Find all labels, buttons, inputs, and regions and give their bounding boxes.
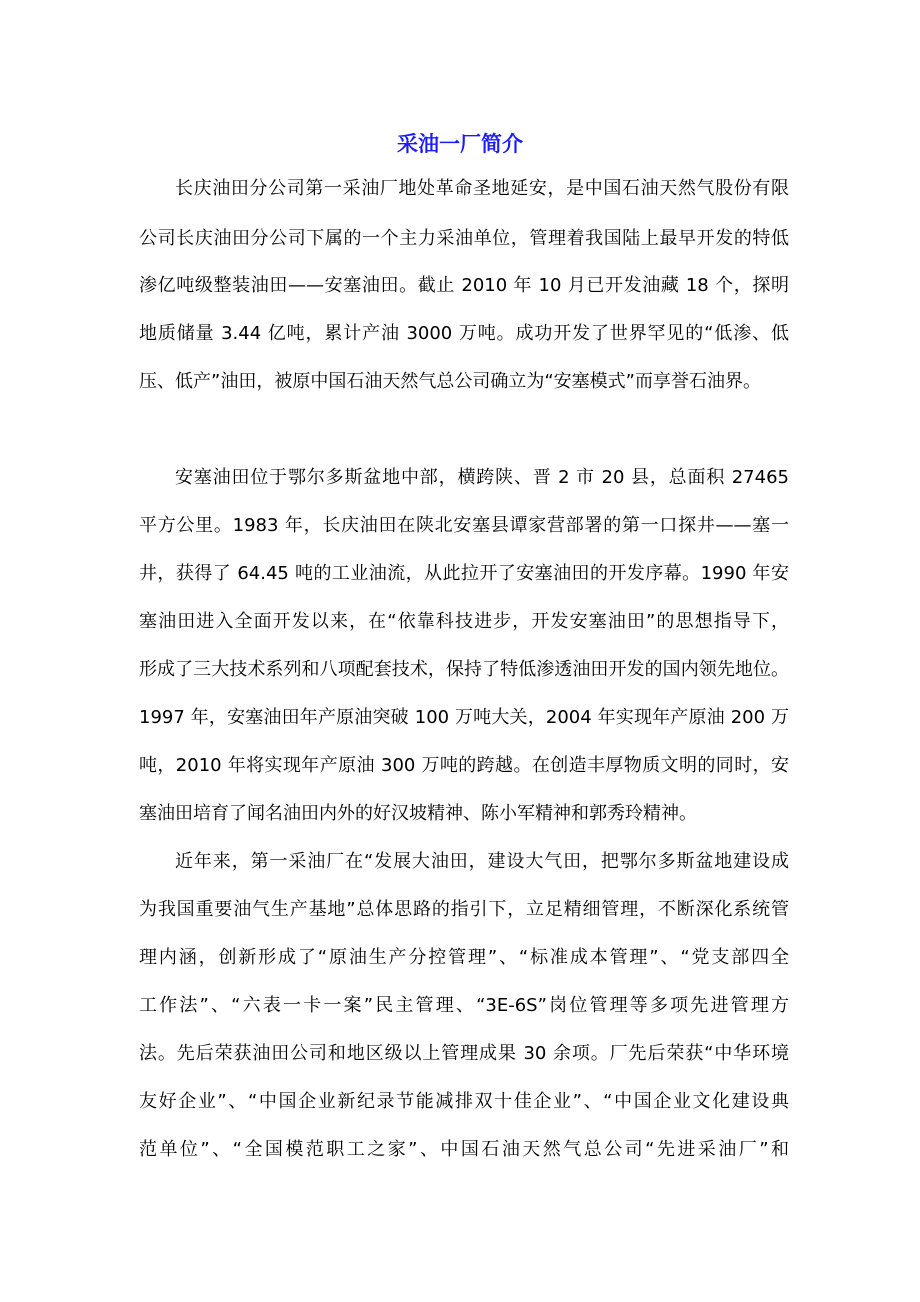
paragraph-line: 吨，2010 年将实现年产原油 300 万吨的跨越。在创造丰厚物质文明的同时，安 [139, 755, 789, 776]
paragraph-line: 安塞油田位于鄂尔多斯盆地中部，横跨陕、晋 2 市 20 县，总面积 27465 [175, 467, 789, 488]
paragraph-line: 工作法”、“六表一卡一案”民主管理、“3E-6S”岗位管理等多项先进管理方 [139, 995, 789, 1016]
paragraph-line: 范单位”、“全国模范职工之家”、中国石油天然气总公司“先进采油厂”和 [139, 1139, 789, 1160]
paragraph-line: 长庆油田分公司第一采油厂地处革命圣地延安，是中国石油天然气股份有限 [175, 178, 789, 199]
paragraph-line: 为我国重要油气生产基地”总体思路的指引下，立足精细管理，不断深化系统管 [139, 899, 789, 920]
paragraph-line: 理内涵，创新形成了“原油生产分控管理”、“标准成本管理”、“党支部四全 [139, 947, 789, 968]
paragraph-line: 平方公里。1983 年，长庆油田在陕北安塞县谭家营部署的第一口探井——塞一 [139, 515, 789, 536]
paragraph-line: 压、低产”油田，被原中国石油天然气总公司确立为“安塞模式”而享誉石油界。 [139, 371, 761, 392]
paragraph-line: 法。先后荣获油田公司和地区级以上管理成果 30 余项。厂先后荣获“中华环境 [139, 1043, 789, 1064]
paragraph-line: 形成了三大技术系列和八项配套技术，保持了特低渗透油田开发的国内领先地位。 [139, 659, 789, 680]
paragraph-line: 渗亿吨级整装油田——安塞油田。截止 2010 年 10 月已开发油藏 18 个，探明 [139, 275, 789, 296]
paragraph-line: 地质储量 3.44 亿吨，累计产油 3000 万吨。成功开发了世界罕见的“低渗、低 [139, 323, 789, 344]
document-title: 采油一厂简介 [397, 132, 523, 156]
paragraph-line: 塞油田进入全面开发以来，在“依靠科技进步，开发安塞油田”的思想指导下， [139, 611, 789, 632]
paragraph-line: 塞油田培育了闻名油田内外的好汉坡精神、陈小军精神和郭秀玲精神。 [139, 803, 697, 824]
paragraph-line: 公司长庆油田分公司下属的一个主力采油单位，管理着我国陆上最早开发的特低 [139, 228, 789, 249]
paragraph-line: 井，获得了 64.45 吨的工业油流，从此拉开了安塞油田的开发序幕。1990 年安 [139, 563, 789, 584]
paragraph-line: 1997 年，安塞油田年产原油突破 100 万吨大关，2004 年实现年产原油 200 万 [139, 707, 789, 728]
paragraph-line: 友好企业”、“中国企业新纪录节能减排双十佳企业”、“中国企业文化建设典 [139, 1091, 789, 1112]
paragraph-line: 近年来，第一采油厂在“发展大油田，建设大气田，把鄂尔多斯盆地建设成 [175, 851, 789, 872]
